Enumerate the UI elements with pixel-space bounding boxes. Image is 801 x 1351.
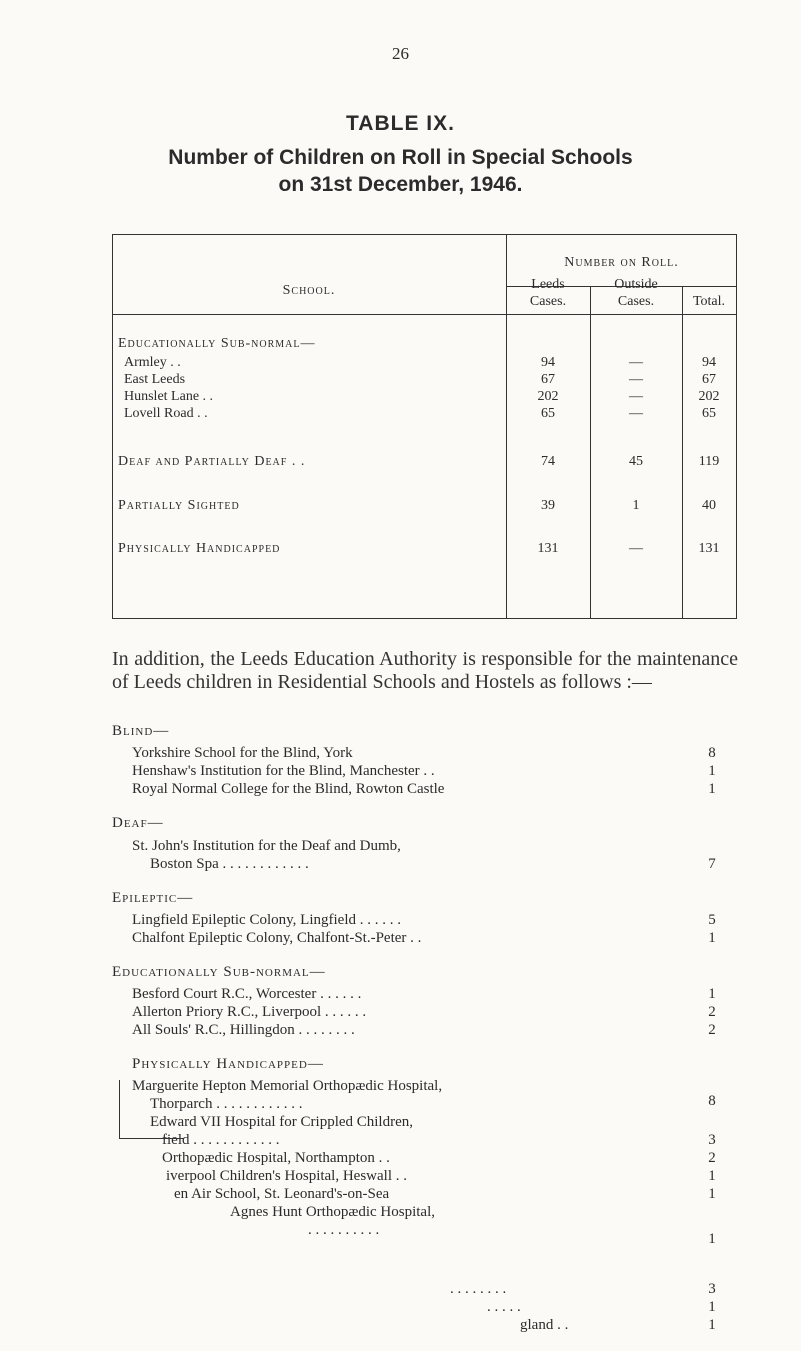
cell-leeds: 202 <box>537 389 559 404</box>
table-row <box>112 355 737 373</box>
group-heading-esn: Educationally Sub-normal— <box>118 336 316 351</box>
list-item: Chalfont Epileptic Colony, Chalfont-St.-Peter . . <box>132 930 422 946</box>
special-schools-table <box>112 234 737 619</box>
cell-outside: — <box>629 389 643 404</box>
margin-bracket-line <box>119 1080 120 1138</box>
row-label: Physically Handicapped <box>118 541 281 556</box>
list-item-count: 2 <box>708 1004 716 1020</box>
list-item: Yorkshire School for the Blind, York <box>132 745 353 761</box>
table-row <box>112 372 737 390</box>
table-label: TABLE IX. <box>346 112 455 135</box>
cell-outside: — <box>629 541 643 556</box>
list-item-count: 2 <box>708 1150 716 1166</box>
list-item-count: 1 <box>708 781 716 797</box>
cell-outside: 45 <box>629 454 643 469</box>
list-item: Orthopædic Hospital, Northampton . . <box>162 1150 390 1166</box>
list-item: . . . . . <box>487 1299 521 1315</box>
table-rule-col1 <box>506 234 507 619</box>
header-leeds-cases: Leeds Cases. <box>529 277 567 309</box>
list-item: St. John's Institution for the Deaf and Dumb, <box>132 838 401 854</box>
list-item-count: 1 <box>708 1299 716 1315</box>
category-esn: Educationally Sub-normal— <box>112 964 326 980</box>
list-item: Royal Normal College for the Blind, Rowton Castle <box>132 781 445 797</box>
table-row <box>112 454 737 472</box>
header-outside-cases: Outside Cases. <box>614 277 658 309</box>
list-item: Lingfield Epileptic Colony, Lingfield . . . . . . <box>132 912 401 928</box>
cell-total: 202 <box>698 389 720 404</box>
cell-outside: 1 <box>632 498 640 513</box>
cell-leeds: 131 <box>537 541 559 556</box>
list-item: Agnes Hunt Orthopædic Hospital, <box>230 1204 435 1220</box>
row-label: Armley . . <box>124 355 181 370</box>
row-label: Deaf and Partially Deaf . . <box>118 454 306 469</box>
list-item-continued: Boston Spa . . . . . . . . . . . . <box>150 856 309 872</box>
title-line-2: on 31st December, 1946. <box>278 173 523 196</box>
list-item: iverpool Children's Hospital, Heswall . . <box>166 1168 408 1184</box>
cell-total: 94 <box>702 355 716 370</box>
row-label: East Leeds <box>124 372 186 387</box>
table-rule-right <box>736 234 737 619</box>
title-line-1: Number of Children on Roll in Special Schools <box>168 146 633 169</box>
table-row <box>112 389 737 407</box>
list-item-count: 5 <box>708 912 716 928</box>
row-label: Hunslet Lane . . <box>124 389 214 404</box>
list-item-count: 8 <box>708 745 716 761</box>
cell-total: 40 <box>702 498 716 513</box>
cell-outside: — <box>629 355 643 370</box>
table-row <box>112 498 737 516</box>
table-rule-header <box>112 314 737 315</box>
list-item: . . . . . . . . <box>450 1281 507 1297</box>
header-number-on-roll: Number on Roll. <box>564 255 679 270</box>
list-item: All Souls' R.C., Hillingdon . . . . . . . . <box>132 1022 355 1038</box>
category-epileptic: Epileptic— <box>112 890 194 906</box>
cell-total: 67 <box>702 372 716 387</box>
cell-leeds: 94 <box>541 355 555 370</box>
list-item-count: 1 <box>708 1231 716 1247</box>
row-label: Partially Sighted <box>118 498 240 513</box>
list-item-continued: field . . . . . . . . . . . . <box>162 1132 280 1148</box>
header-school: School. <box>282 283 336 298</box>
cell-total: 119 <box>698 454 720 469</box>
list-item: Henshaw's Institution for the Blind, Manchester . . <box>132 763 435 779</box>
list-item-continued: Thorparch . . . . . . . . . . . . <box>150 1096 303 1112</box>
list-item-count: 1 <box>708 1168 716 1184</box>
header-total: Total. <box>692 294 726 309</box>
list-item-count: 7 <box>708 856 716 872</box>
cell-total: 131 <box>698 541 720 556</box>
page-title <box>0 144 801 198</box>
cell-leeds: 39 <box>541 498 555 513</box>
list-item: Marguerite Hepton Memorial Orthopædic Hospital, <box>132 1078 443 1094</box>
list-item: Edward VII Hospital for Crippled Children, <box>150 1114 414 1130</box>
category-deaf: Deaf— <box>112 815 164 831</box>
cell-leeds: 67 <box>541 372 555 387</box>
list-item-count: 2 <box>708 1022 716 1038</box>
list-item-count: 3 <box>708 1281 716 1297</box>
table-row <box>112 406 737 424</box>
list-item-count: 1 <box>708 1317 716 1333</box>
table-row <box>112 541 737 559</box>
page-number: 26 <box>392 44 409 63</box>
cell-total: 65 <box>702 406 716 421</box>
list-item: Besford Court R.C., Worcester . . . . . . <box>132 986 362 1002</box>
list-item-continued: . . . . . . . . . . <box>308 1222 380 1238</box>
intro-paragraph: In addition, the Leeds Education Authority is responsible for the maintenance of Leeds children in Residential Schools and Hostels as follows :— <box>112 648 738 693</box>
list-item-count: 1 <box>708 930 716 946</box>
list-item: Allerton Priory R.C., Liverpool . . . . . . <box>132 1004 367 1020</box>
list-item-count: 1 <box>708 986 716 1002</box>
category-physically-handicapped: Physically Handicapped— <box>132 1056 324 1072</box>
list-item: en Air School, St. Leonard's-on-Sea <box>174 1186 390 1202</box>
row-label: Lovell Road . . <box>124 406 208 421</box>
margin-bracket-rule <box>119 1138 183 1139</box>
list-item-count: 1 <box>708 763 716 779</box>
cell-outside: — <box>629 406 643 421</box>
cell-leeds: 65 <box>541 406 555 421</box>
cell-outside: — <box>629 372 643 387</box>
table-rule-col3 <box>682 286 683 619</box>
list-item: gland . . <box>520 1317 569 1333</box>
list-item-count: 1 <box>708 1186 716 1202</box>
list-item-count: 3 <box>708 1132 716 1148</box>
table-rule-bottom <box>112 618 737 619</box>
cell-leeds: 74 <box>541 454 555 469</box>
list-item-count: 8 <box>708 1093 716 1109</box>
category-blind: Blind— <box>112 723 170 739</box>
table-rule-col2 <box>590 286 591 619</box>
table-rule-top <box>112 234 737 235</box>
